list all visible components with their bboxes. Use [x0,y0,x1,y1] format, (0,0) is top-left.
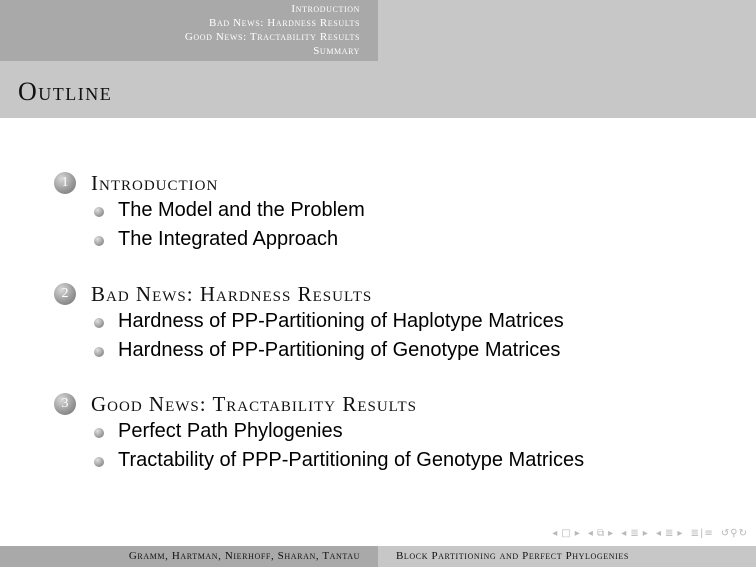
section-number-badge: 2 [54,283,76,305]
frame-icon[interactable]: □ [561,528,572,539]
outline-section-1[interactable] [54,171,734,255]
nav-link-good-news[interactable]: Good News: Tractability Results [184,31,360,43]
frame-title-bar [0,61,756,118]
frame-prev-icon[interactable]: ◂ [552,528,559,539]
section-number-badge: 1 [54,172,76,194]
bullet-icon [94,347,104,357]
footer-short-title: Block Partitioning and Perfect Phylogenies [396,550,629,562]
subsection-item[interactable] [54,418,734,447]
navigation-symbols [549,528,748,539]
nav-link-bad-news[interactable]: Bad News: Hardness Results [209,17,360,29]
subsection-label[interactable]: Tractability of PPP-Partitioning of Genotype Matrices [118,449,585,471]
section-heading[interactable] [54,392,734,418]
nav-link-introduction[interactable]: Introduction [291,3,360,15]
subsection-item[interactable] [54,197,734,226]
bullet-icon [94,428,104,438]
subsection-next-icon[interactable]: ▸ [608,528,615,539]
subsection-label[interactable]: The Integrated Approach [118,228,339,250]
subsection-label[interactable]: Hardness of PP-Partitioning of Haplotype Matrices [118,310,564,332]
footer-authors: Gramm, Hartman, Nierhoff, Sharan, Tantau [128,550,360,562]
outline-section-2[interactable] [54,282,734,366]
nav-link-summary[interactable]: Summary [313,45,360,57]
section-heading[interactable] [54,282,734,308]
subsection-item[interactable] [54,337,734,366]
section-nav-list [185,2,360,58]
footer-authors-panel [0,546,378,567]
subsection-label[interactable]: The Model and the Problem [118,199,365,221]
section-title[interactable]: Introduction [91,171,219,195]
subsection-label[interactable]: Perfect Path Phylogenies [118,420,343,442]
section-prev-icon[interactable]: ◂ [621,528,628,539]
subsection-label[interactable]: Hardness of PP-Partitioning of Genotype Matrices [118,339,561,361]
subsection-item[interactable] [54,308,734,337]
outline-icon[interactable]: ≣|≡ [690,528,714,539]
section-number-badge: 3 [54,393,76,415]
outline-section-3[interactable] [54,392,734,476]
frame-title: Outline [18,77,113,106]
section-next-icon[interactable]: ▸ [642,528,649,539]
subsection-prev-icon[interactable]: ◂ [587,528,594,539]
section-title[interactable]: Good News: Tractability Results [91,392,417,416]
subsection-prev-icon-2[interactable]: ◂ [655,528,662,539]
bullet-icon [94,318,104,328]
subsection-item[interactable] [54,226,734,255]
frame-next-icon[interactable]: ▸ [574,528,581,539]
bullet-icon [94,457,104,467]
footer-title-panel [378,546,756,567]
header-nav-panel [0,0,378,61]
subsection-next-icon-2[interactable]: ▸ [677,528,684,539]
bullet-icon [94,236,104,246]
bullet-icon [94,207,104,217]
subsection-icon-2[interactable]: ≣ [664,528,675,539]
search-icon[interactable]: ↺⚲↻ [720,528,748,539]
section-icon[interactable]: ≣ [630,528,640,539]
subsection-icon[interactable]: ⧉ [596,528,606,539]
section-title[interactable]: Bad News: Hardness Results [91,282,373,306]
section-heading[interactable] [54,171,734,197]
subsection-item[interactable] [54,447,734,476]
header-right-panel [378,0,756,61]
